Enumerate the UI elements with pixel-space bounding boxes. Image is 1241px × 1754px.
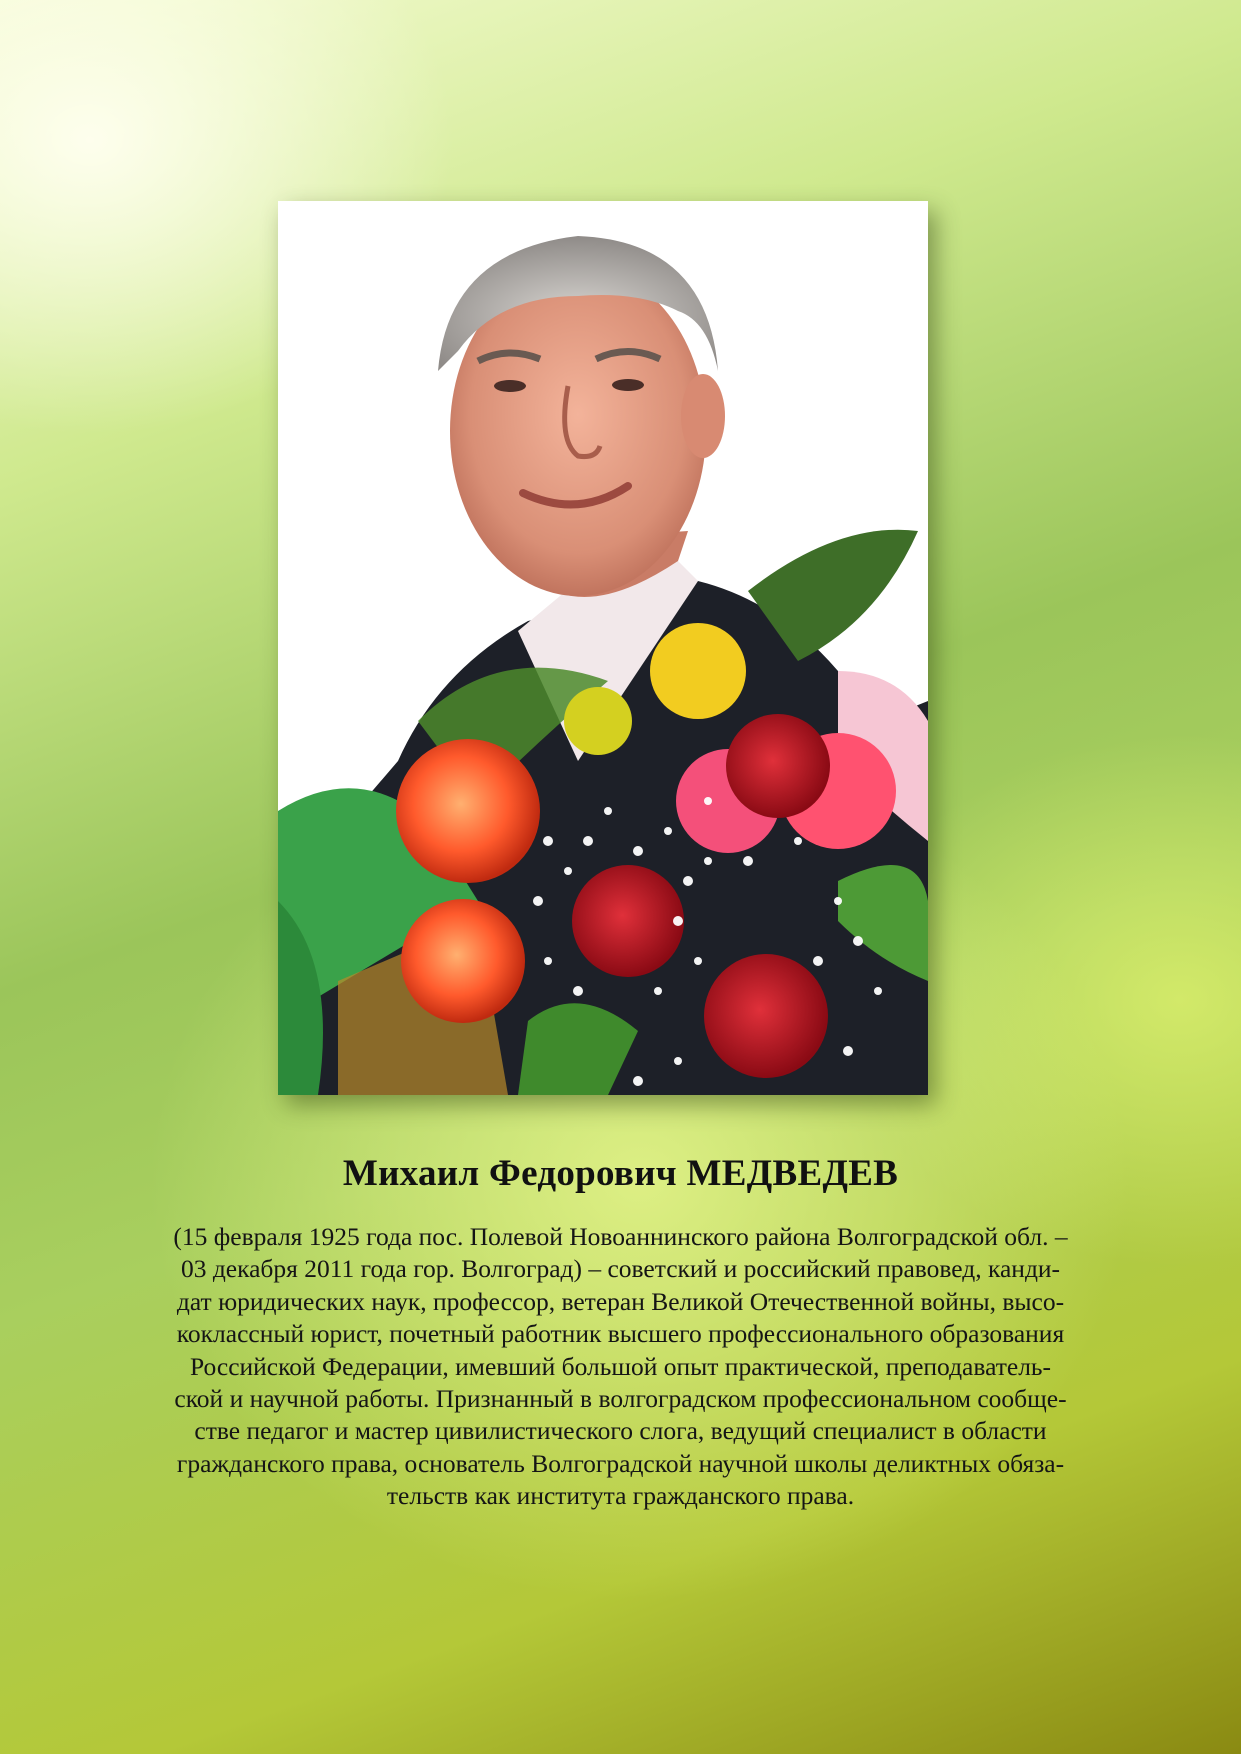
bio-line: (15 февраля 1925 года пос. Полевой Новоаннинского района Волгоградской обл. – [173,1222,1068,1251]
person-name: Михаил Федорович МЕДВЕДЕВ [342,1153,899,1194]
bio-line: дат юридических наук, профессор, ветеран Великой Отечественной войны, высо- [176,1286,1065,1316]
portrait-illustration [278,201,928,1095]
bio-line: Российской Федерации, имевший большой опыт практической, преподаватель- [189,1351,1052,1381]
biography-text [100,1221,1141,1513]
bio-line: гражданского права, основатель Волгоградской научной школы деликтных обяза- [176,1448,1065,1478]
bio-line: коклассный юрист, почетный работник высшего профессионального образования [176,1319,1065,1349]
bio-line: 03 декабря 2011 года гор. Волгоград) – советский и российский правовед, канди- [180,1254,1061,1284]
bio-line: стве педагог и мастер цивилистического слога, ведущий специалист в области [194,1416,1047,1446]
bio-line: ской и научной работы. Признанный в волгоградском профессиональном сообще- [174,1384,1067,1414]
portrait-photo [278,201,928,1095]
bio-line: тельств как института гражданского права. [386,1481,855,1511]
